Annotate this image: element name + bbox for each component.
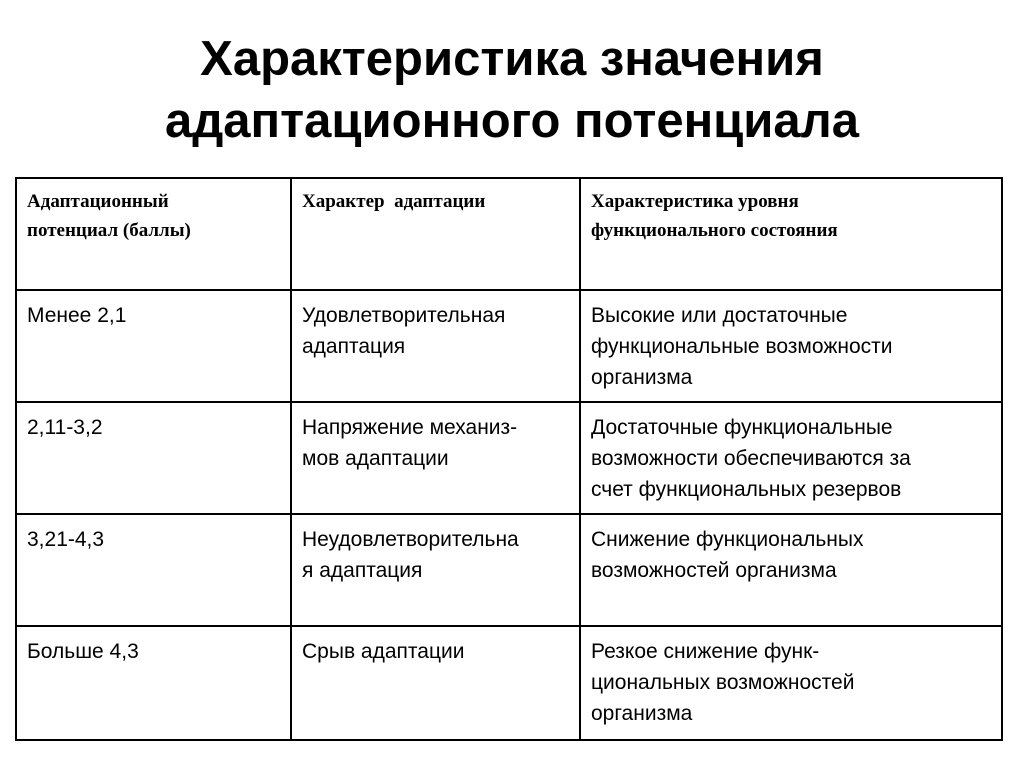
slide-title [0, 28, 1024, 152]
slide-title-line-1: Характеристика значения [200, 32, 824, 86]
table-row [16, 626, 1002, 740]
cell-line: Снижение функциональных [591, 528, 864, 551]
cell-line: возможностей организма [591, 559, 837, 582]
header-cell-functional-state [580, 178, 1002, 290]
table-row [16, 290, 1002, 402]
cell-line: мов адаптации [302, 447, 449, 470]
table-cell-adaptation-type [291, 402, 580, 514]
cell-line: Достаточные функциональные [591, 416, 893, 439]
slide-title-line-2: адаптационного потенциала [164, 94, 860, 148]
cell-line: организма [591, 702, 693, 725]
cell-line: 3,21-4,3 [27, 528, 105, 551]
cell-line: Адаптационный [27, 191, 169, 212]
cell-line: возможности обеспечиваются за [591, 447, 911, 470]
table-cell-functional-state [580, 402, 1002, 514]
table-cell-potential [16, 626, 291, 740]
table-row [16, 514, 1002, 626]
cell-line: функциональные возможности [591, 335, 893, 358]
table-cell-adaptation-type [291, 514, 580, 626]
cell-line: Срыв адаптации [302, 640, 465, 663]
cell-line: Напряжение механиз- [302, 416, 518, 439]
cell-line: Неудовлетворительна [302, 528, 519, 551]
table-header-row [16, 178, 1002, 290]
table-cell-potential [16, 514, 291, 626]
cell-line: я адаптация [302, 559, 423, 582]
table-cell-functional-state [580, 514, 1002, 626]
cell-line: Резкое снижение функ- [591, 640, 820, 663]
cell-line: счет функциональных резервов [591, 478, 902, 501]
table-cell-adaptation-type [291, 626, 580, 740]
cell-line: Характер адаптации [302, 191, 486, 212]
header-cell-potential [16, 178, 291, 290]
cell-line: Высокие или достаточные [591, 304, 848, 327]
table-cell-adaptation-type [291, 290, 580, 402]
cell-line: адаптация [302, 335, 406, 358]
cell-line: Характеристика уровня [591, 191, 799, 212]
table-row [16, 402, 1002, 514]
cell-line: 2,11-3,2 [27, 416, 103, 439]
adaptation-potential-table [15, 177, 1003, 741]
cell-line: Удовлетворительная [302, 304, 506, 327]
cell-line: организма [591, 366, 693, 389]
table-cell-functional-state [580, 290, 1002, 402]
cell-line: циональных возможностей [591, 671, 855, 694]
table-cell-potential [16, 290, 291, 402]
cell-line: потенциал (баллы) [27, 220, 191, 241]
table-cell-potential [16, 402, 291, 514]
cell-line: Больше 4,3 [27, 640, 139, 663]
cell-line: Менее 2,1 [27, 304, 127, 327]
header-cell-adaptation-type [291, 178, 580, 290]
table-cell-functional-state [580, 626, 1002, 740]
cell-line: функционального состояния [591, 220, 838, 241]
